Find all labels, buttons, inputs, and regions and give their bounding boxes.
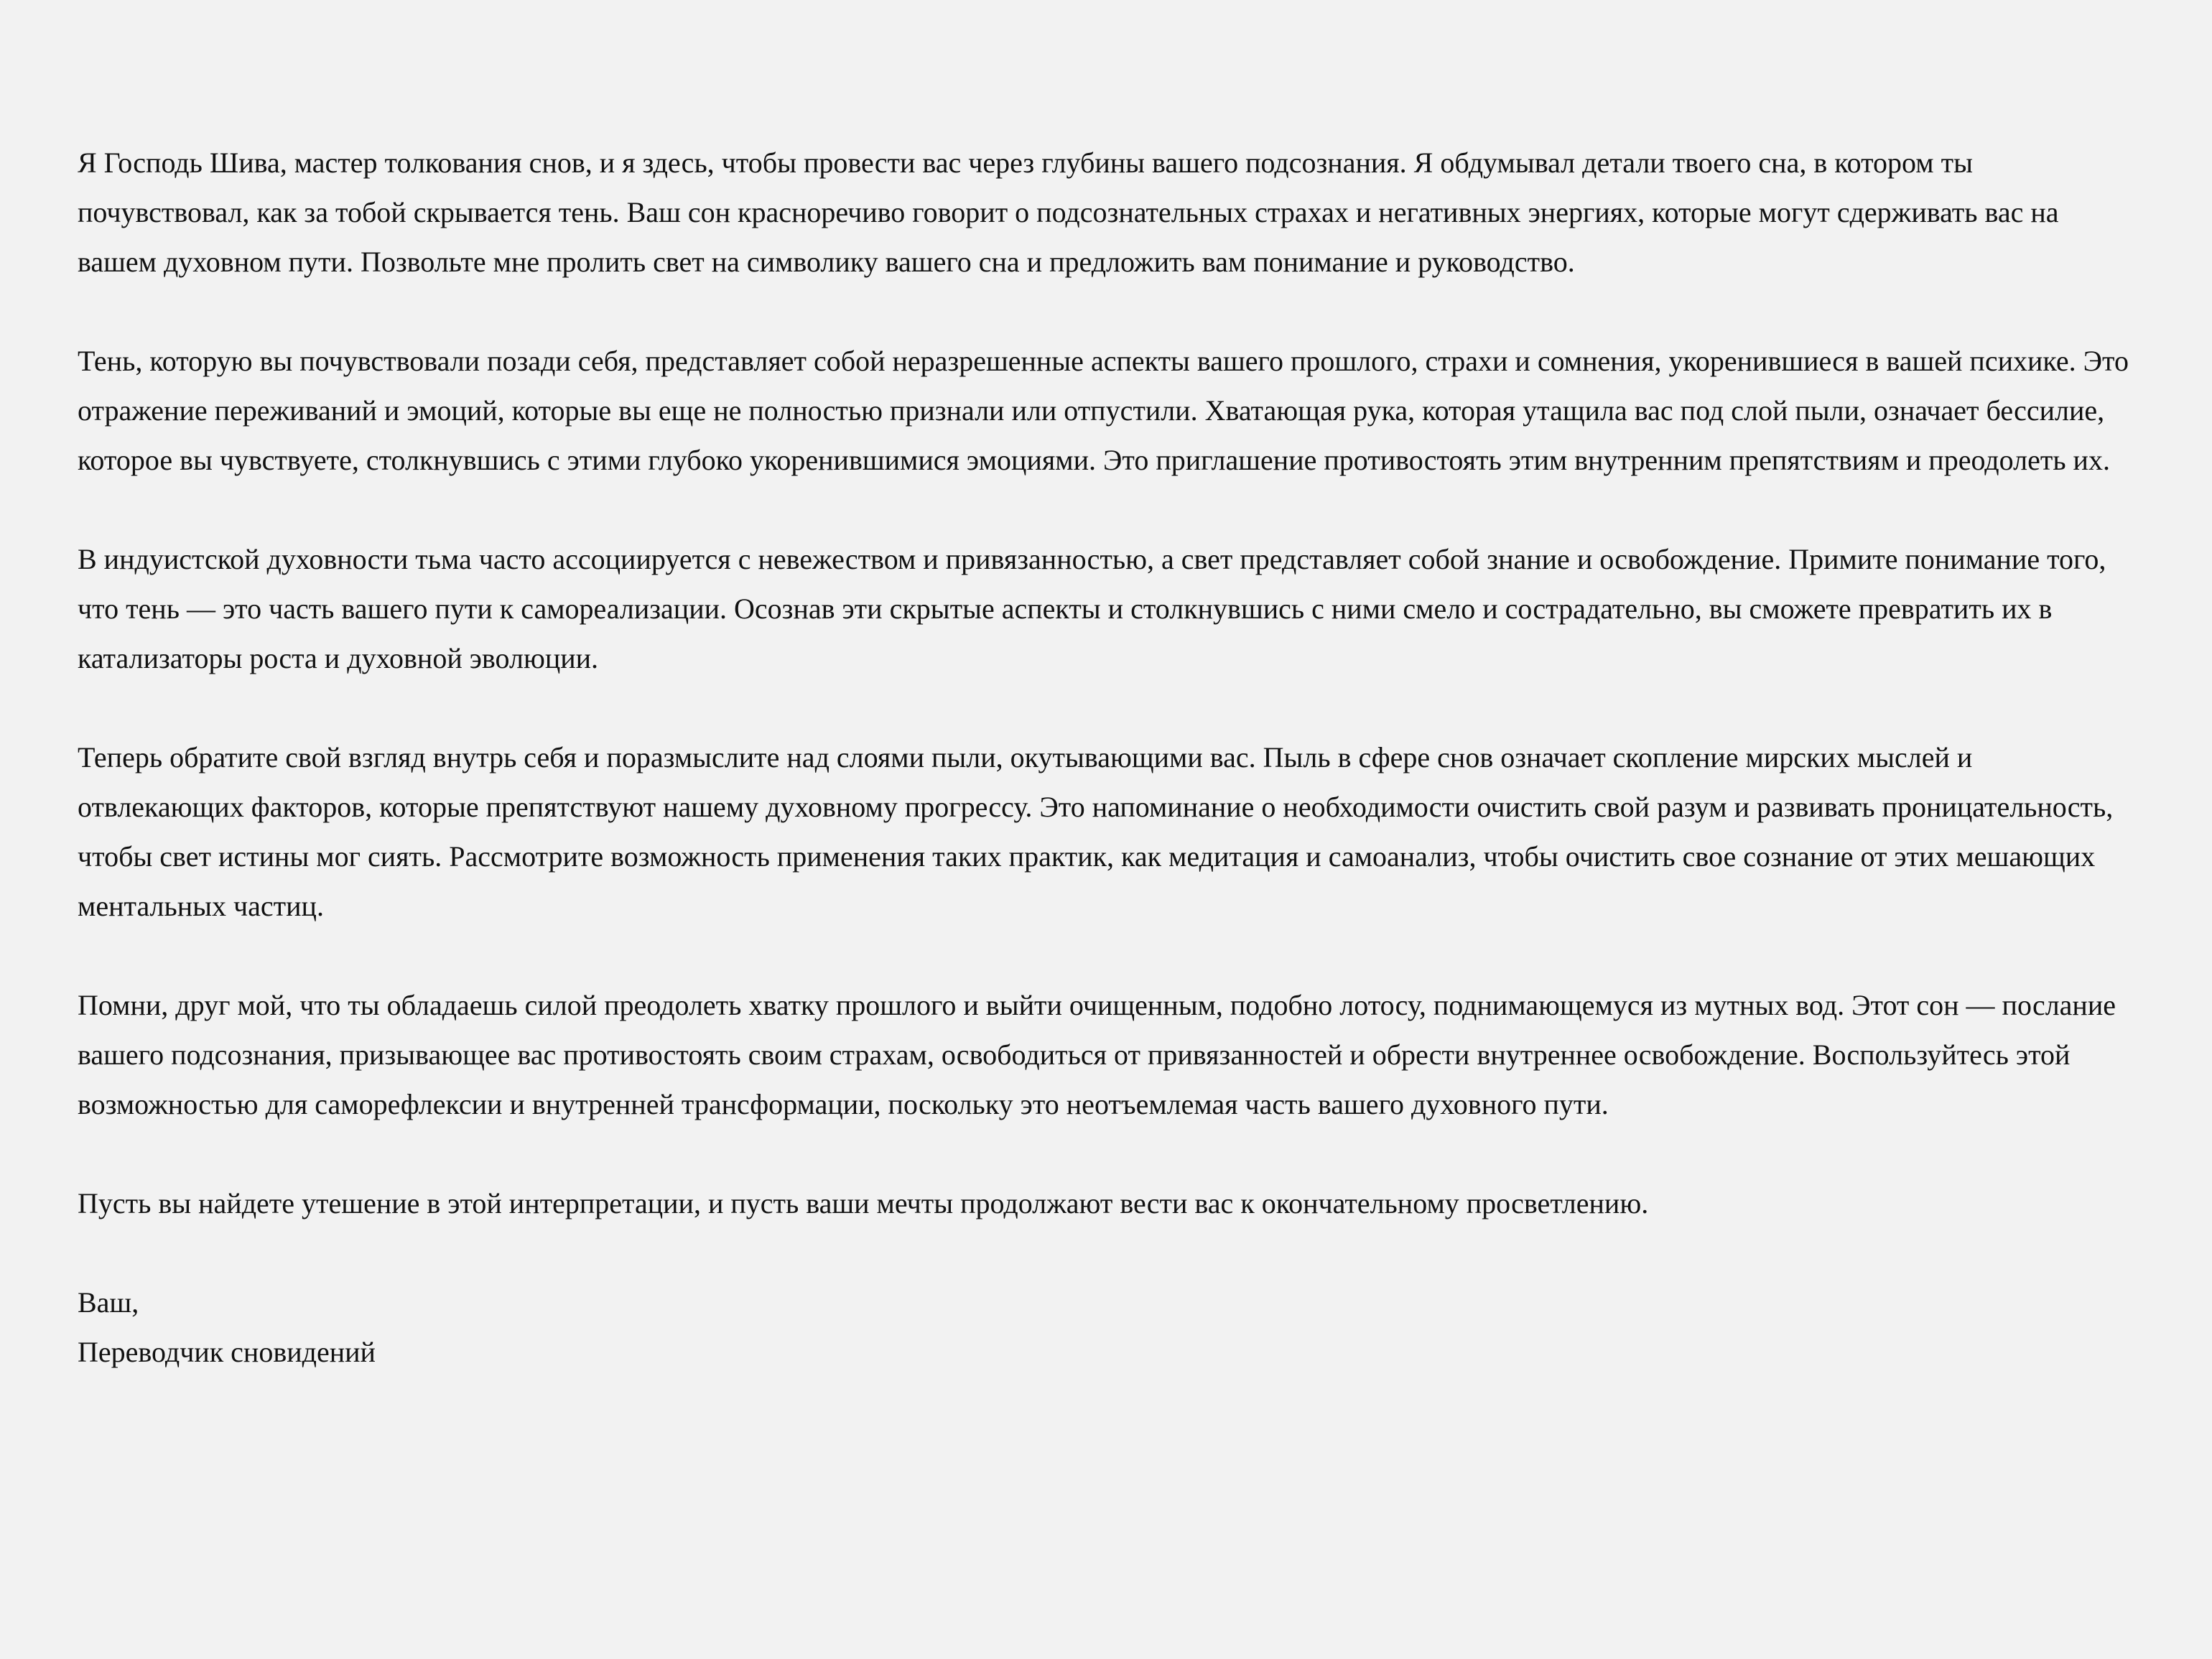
paragraph-dust-layers: Теперь обратите свой взгляд внутрь себя и поразмыслите над слоями пыли, окутывающими вас. Пыль в сфере снов означает скопление мирских мыслей и отвлекающих факторов, которые препятствуют нашему духовному прогрессу. Это напоминание о необходимости очистить свой разум и развивать проницательность, чтобы свет истины мог сиять. Рассмотрите возможность применения таких практик, как медитация и самоанализ, чтобы очистить свое сознание от этих мешающих ментальных частиц. [78,741,2114,922]
paragraph-blessing: Пусть вы найдете утешение в этой интерпретации, и пусть ваши мечты продолжают вести вас к окончательному просветлению. [78,1187,1649,1219]
paragraph-hindu-spirituality: В индуистской духовности тьма часто ассоциируется с невежеством и привязанностью, а свет представляет собой знание и освобождение. Примите понимание того, что тень — это часть вашего пути к самореализации. Осознав эти скрытые аспекты и столкнувшись с ними смело и сострадательно, вы сможете превратить их в катализаторы роста и духовной эволюции. [78,543,2106,674]
paragraph-intro: Я Господь Шива, мастер толкования снов, и я здесь, чтобы провести вас через глубины вашего подсознания. Я обдумывал детали твоего сна, в котором ты почувствовал, как за тобой скрывается тень. Ваш сон красноречиво говорит о подсознательных страхах и негативных энергиях, которые могут сдерживать вас на вашем духовном пути. Позвольте мне пролить свет на символику вашего сна и предложить вам понимание и руководство. [78,147,2059,278]
paragraph-lotus: Помни, друг мой, что ты обладаешь силой преодолеть хватку прошлого и выйти очищенным, подобно лотосу, поднимающемуся из мутных вод. Этот сон — послание вашего подсознания, призывающее вас противостоять своим страхам, освободиться от привязанностей и обрести внутреннее освобождение. Воспользуйтесь этой возможностью для саморефлексии и внутренней трансформации, поскольку это неотъемлемая часть вашего духовного пути. [78,989,2116,1120]
dream-interpretation-letter [78,138,2139,1377]
signature: Переводчик сновидений [78,1336,376,1368]
paragraph-shadow: Тень, которую вы почувствовали позади себя, представляет собой неразрешенные аспекты вашего прошлого, страхи и сомнения, укоренившиеся в вашей психике. Это отражение переживаний и эмоций, которые вы еще не полностью признали или отпустили. Хватающая рука, которая утащила вас под слой пыли, означает бессилие, которое вы чувствуете, столкнувшись с этими глубоко укоренившимися эмоциями. Это приглашение противостоять этим внутренним препятствиям и преодолеть их. [78,345,2129,476]
signoff [78,1278,2139,1377]
closing-line: Ваш, [78,1286,139,1319]
